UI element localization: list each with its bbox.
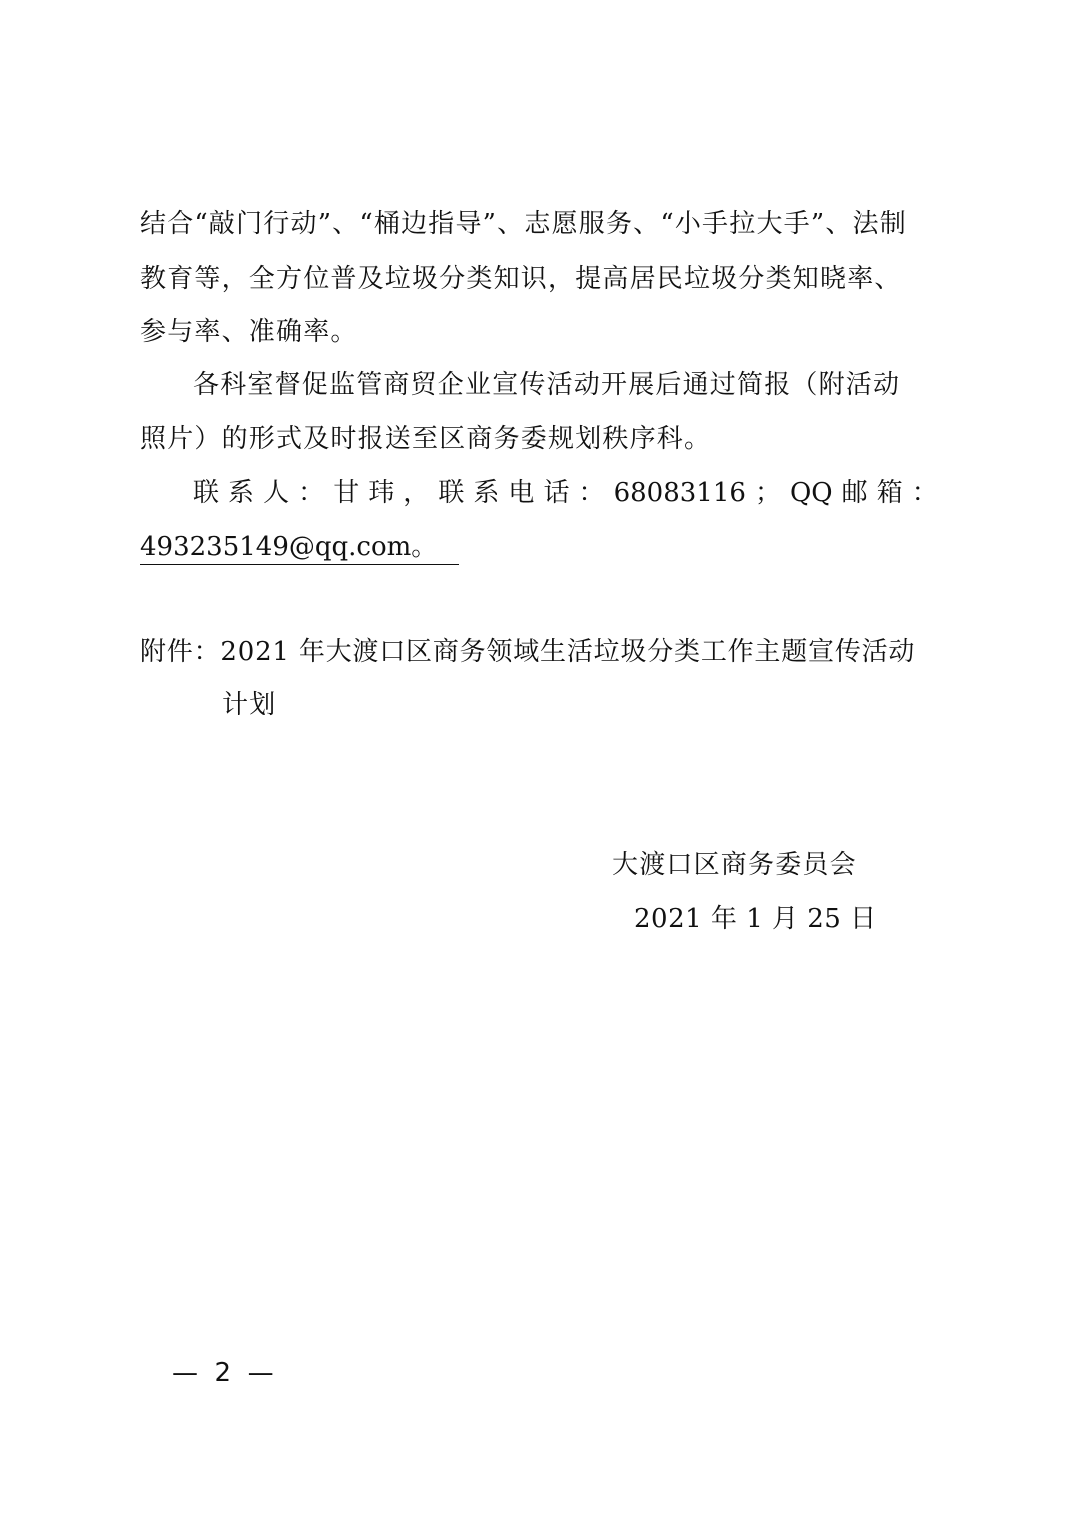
contact-email-link[interactable]: 493235149@qq.com。 [140, 530, 459, 565]
contact-phone: 68083116 [613, 478, 746, 508]
contact-token: 系 [228, 478, 255, 508]
page-number: — 2 — [172, 1358, 274, 1388]
contact-token: ： [578, 478, 605, 508]
contact-token: ： [911, 478, 938, 508]
signature-date: 2021 年 1 月 25 日 [634, 904, 877, 934]
contact-token: 联 [438, 478, 465, 508]
contact-token: 箱 [876, 478, 903, 508]
contact-token: ， [403, 478, 430, 508]
contact-token: 人 [263, 478, 290, 508]
body-paragraph-2-line-2: 照片）的形式及时报送至区商务委规划秩序科。 [140, 424, 712, 454]
contact-token: ； [754, 478, 781, 508]
contact-token: 系 [473, 478, 500, 508]
contact-token: 玮 [368, 478, 395, 508]
contact-token: 邮 [841, 478, 868, 508]
attachment-line-2: 计划 [222, 690, 277, 720]
contact-token: 甘 [333, 478, 360, 508]
contact-token: QQ [789, 478, 833, 508]
body-paragraph-2-line-1: 各科室督促监管商贸企业宣传活动开展后通过简报（附活动 [193, 370, 901, 400]
body-paragraph-1-line-2: 教育等，全方位普及垃圾分类知识，提高居民垃圾分类知晓率、 [140, 264, 902, 294]
body-paragraph-1-line-3: 参与率、准确率。 [140, 317, 358, 347]
signature-organization: 大渡口区商务委员会 [612, 850, 857, 880]
contact-token: 话 [543, 478, 570, 508]
contact-token: ： [298, 478, 325, 508]
contact-token: 电 [508, 478, 535, 508]
body-paragraph-1-line-1: 结合“敲门行动”、“桶边指导”、志愿服务、“小手拉大手”、法制 [140, 209, 907, 239]
attachment-line-1: 附件：2021 年大渡口区商务领域生活垃圾分类工作主题宣传活动 [140, 637, 916, 667]
contact-line [193, 476, 938, 510]
contact-token: 联 [193, 478, 220, 508]
